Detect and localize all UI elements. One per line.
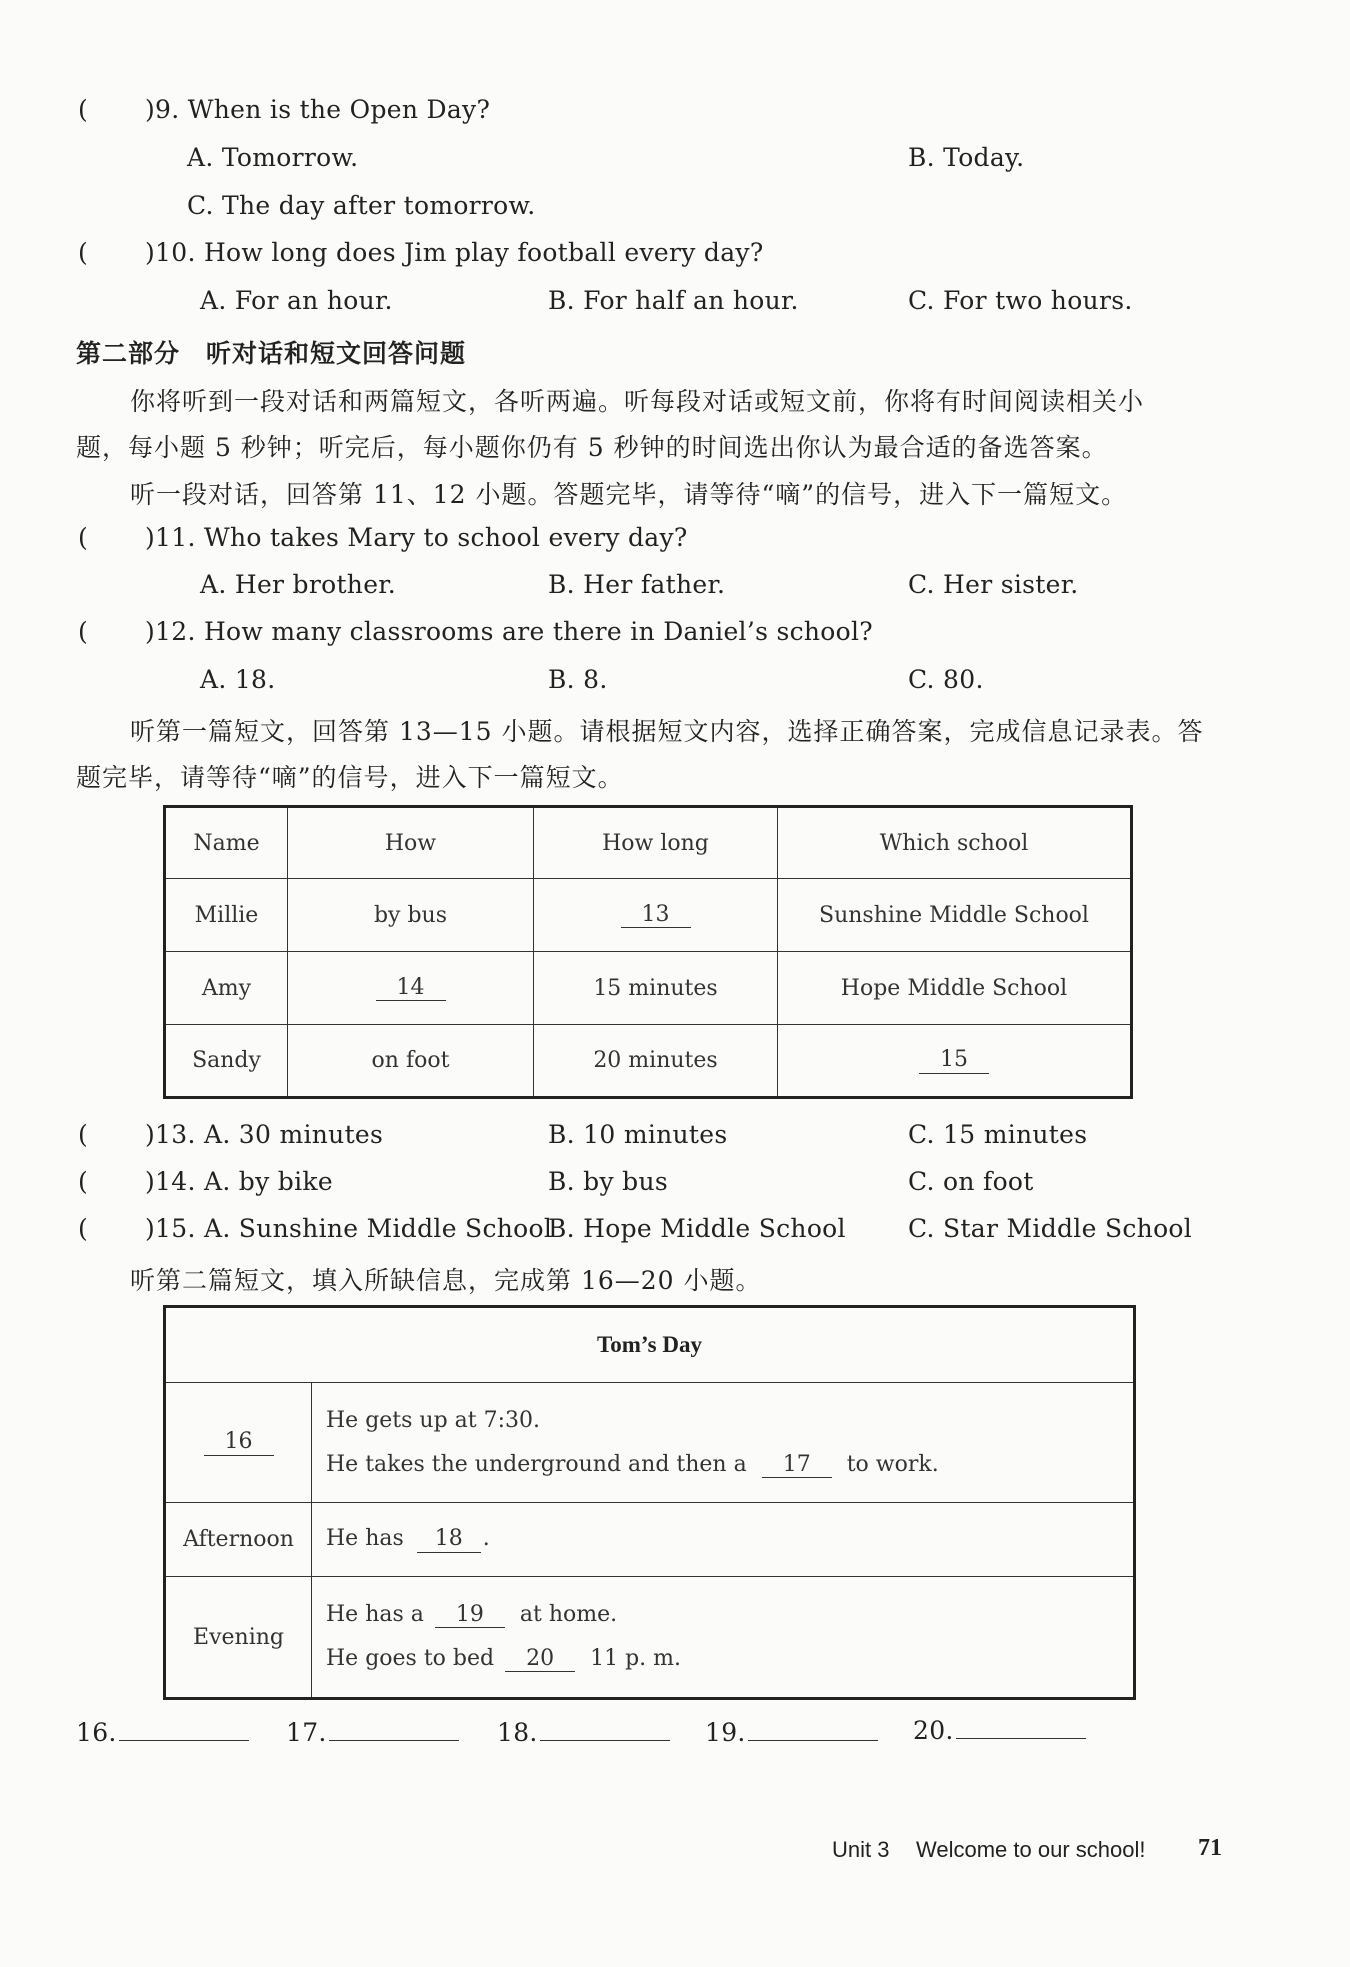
row-text: .: [482, 1526, 490, 1552]
page-number: 71: [1198, 1835, 1222, 1861]
table-cell: Sandy: [165, 1025, 288, 1098]
question-11: )11. Who takes Mary to school every day?: [145, 523, 688, 552]
dialog-instruction: 听一段对话，回答第 11、12 小题。答题完毕，请等待“嘀”的信号，进入下一篇短文。: [130, 480, 1128, 509]
table-cell: Sunshine Middle School: [778, 879, 1132, 952]
table-cell: Hope Middle School: [778, 952, 1132, 1025]
table-row: [165, 1577, 1135, 1699]
q10-option-b: B. For half an hour.: [548, 286, 799, 315]
table-row: [165, 879, 1132, 952]
q11-option-b: B. Her father.: [548, 570, 726, 599]
table-cell: Amy: [165, 952, 288, 1025]
blank-17[interactable]: 17: [762, 1453, 832, 1478]
answer-line: [956, 1736, 1086, 1739]
question-14: )14. A. by bike: [145, 1167, 333, 1196]
q13-option-b: B. 10 minutes: [548, 1120, 728, 1149]
row-text: He gets up at 7:30.: [326, 1407, 541, 1433]
answer-line: [329, 1738, 459, 1741]
row-text: to work.: [846, 1451, 939, 1477]
table-row: [165, 1025, 1132, 1098]
q11-option-c: C. Her sister.: [908, 570, 1079, 599]
passage1-instruction: 题完毕，请等待“嘀”的信号，进入下一篇短文。: [76, 763, 624, 792]
row-text: He has a: [326, 1602, 424, 1627]
row-text: at home.: [519, 1602, 618, 1627]
blank-15[interactable]: 15: [919, 1048, 989, 1073]
q13-option-c: C. 15 minutes: [908, 1120, 1088, 1149]
answer-16[interactable]: [76, 1718, 249, 1747]
question-15: )15. A. Sunshine Middle School: [145, 1214, 553, 1243]
row-label: Evening: [165, 1577, 312, 1699]
answer-paren: (: [78, 238, 89, 267]
row-label: Afternoon: [165, 1503, 312, 1577]
q9-option-a: A. Tomorrow.: [187, 143, 359, 172]
q9-option-b: B. Today.: [908, 143, 1025, 172]
q9-option-c: C. The day after tomorrow.: [187, 191, 536, 220]
blank-18[interactable]: 18: [417, 1527, 481, 1552]
q14-option-b: B. by bus: [548, 1167, 668, 1196]
question-10: )10. How long does Jim play football every day?: [145, 238, 764, 267]
q12-option-b: B. 8.: [548, 665, 608, 694]
q15-option-b: B. Hope Middle School: [548, 1214, 846, 1243]
q10-option-a: A. For an hour.: [200, 286, 393, 315]
answer-number: 20.: [913, 1716, 954, 1745]
blank-13[interactable]: 13: [621, 903, 691, 928]
blank-16[interactable]: 16: [204, 1430, 274, 1455]
table-header: Name: [165, 807, 288, 879]
footer-unit: Unit 3: [832, 1837, 890, 1862]
toms-day-table: [163, 1305, 1136, 1700]
answer-line: [540, 1738, 670, 1741]
answer-17[interactable]: [286, 1718, 459, 1747]
q11-option-a: A. Her brother.: [200, 570, 397, 599]
answer-19[interactable]: [705, 1718, 878, 1747]
table-header: How long: [534, 807, 778, 879]
answer-paren: (: [78, 617, 89, 646]
table-title: Tom’s Day: [165, 1307, 1135, 1383]
answer-paren: (: [78, 1214, 89, 1243]
table-cell: by bus: [288, 879, 534, 952]
instruction-text: 你将听到一段对话和两篇短文，各听两遍。听每段对话或短文前，你将有时间阅读相关小: [130, 387, 1145, 416]
answer-paren: (: [78, 95, 89, 124]
answer-paren: (: [78, 1120, 89, 1149]
answer-number: 19.: [705, 1718, 746, 1747]
table-row: [165, 1503, 1135, 1577]
table-cell: 20 minutes: [534, 1025, 778, 1098]
answer-20[interactable]: [913, 1716, 1086, 1745]
row-text: He goes to bed: [326, 1646, 495, 1671]
q14-option-c: C. on foot: [908, 1167, 1034, 1196]
answer-line: [119, 1738, 249, 1741]
table-row: [165, 1383, 1135, 1503]
table-header: How: [288, 807, 534, 879]
q12-option-a: A. 18.: [200, 665, 276, 694]
row-text: He has: [326, 1526, 404, 1552]
row-text: He takes the underground and then a: [326, 1451, 747, 1477]
answer-number: 16.: [76, 1718, 117, 1747]
question-13: )13. A. 30 minutes: [145, 1120, 384, 1149]
table-header: Which school: [778, 807, 1132, 879]
table-cell: 15 minutes: [534, 952, 778, 1025]
passage2-instruction: 听第二篇短文，填入所缺信息，完成第 16—20 小题。: [130, 1266, 762, 1295]
table-cell: Millie: [165, 879, 288, 952]
section-heading: 第二部分 听对话和短文回答问题: [76, 339, 467, 368]
blank-14[interactable]: 14: [376, 976, 446, 1001]
q10-option-c: C. For two hours.: [908, 286, 1133, 315]
info-record-table: [163, 805, 1133, 1099]
question-9: )9. When is the Open Day?: [145, 95, 491, 124]
blank-19[interactable]: 19: [435, 1603, 505, 1628]
answer-paren: (: [78, 523, 89, 552]
blank-20[interactable]: 20: [505, 1647, 575, 1672]
row-text: 11 p. m.: [590, 1646, 682, 1671]
answer-paren: (: [78, 1167, 89, 1196]
q15-option-c: C. Star Middle School: [908, 1214, 1193, 1243]
passage1-instruction: 听第一篇短文，回答第 13—15 小题。请根据短文内容，选择正确答案，完成信息记录表。答: [130, 717, 1204, 746]
answer-18[interactable]: [497, 1718, 670, 1747]
table-row: [165, 952, 1132, 1025]
table-cell: on foot: [288, 1025, 534, 1098]
footer-title: Welcome to our school!: [916, 1837, 1146, 1862]
q12-option-c: C. 80.: [908, 665, 984, 694]
answer-number: 18.: [497, 1718, 538, 1747]
answer-line: [748, 1738, 878, 1741]
question-12: )12. How many classrooms are there in Daniel’s school?: [145, 617, 874, 646]
answer-number: 17.: [286, 1718, 327, 1747]
instruction-text: 题，每小题 5 秒钟；听完后，每小题你仍有 5 秒钟的时间选出你认为最合适的备选答案。: [76, 433, 1108, 462]
